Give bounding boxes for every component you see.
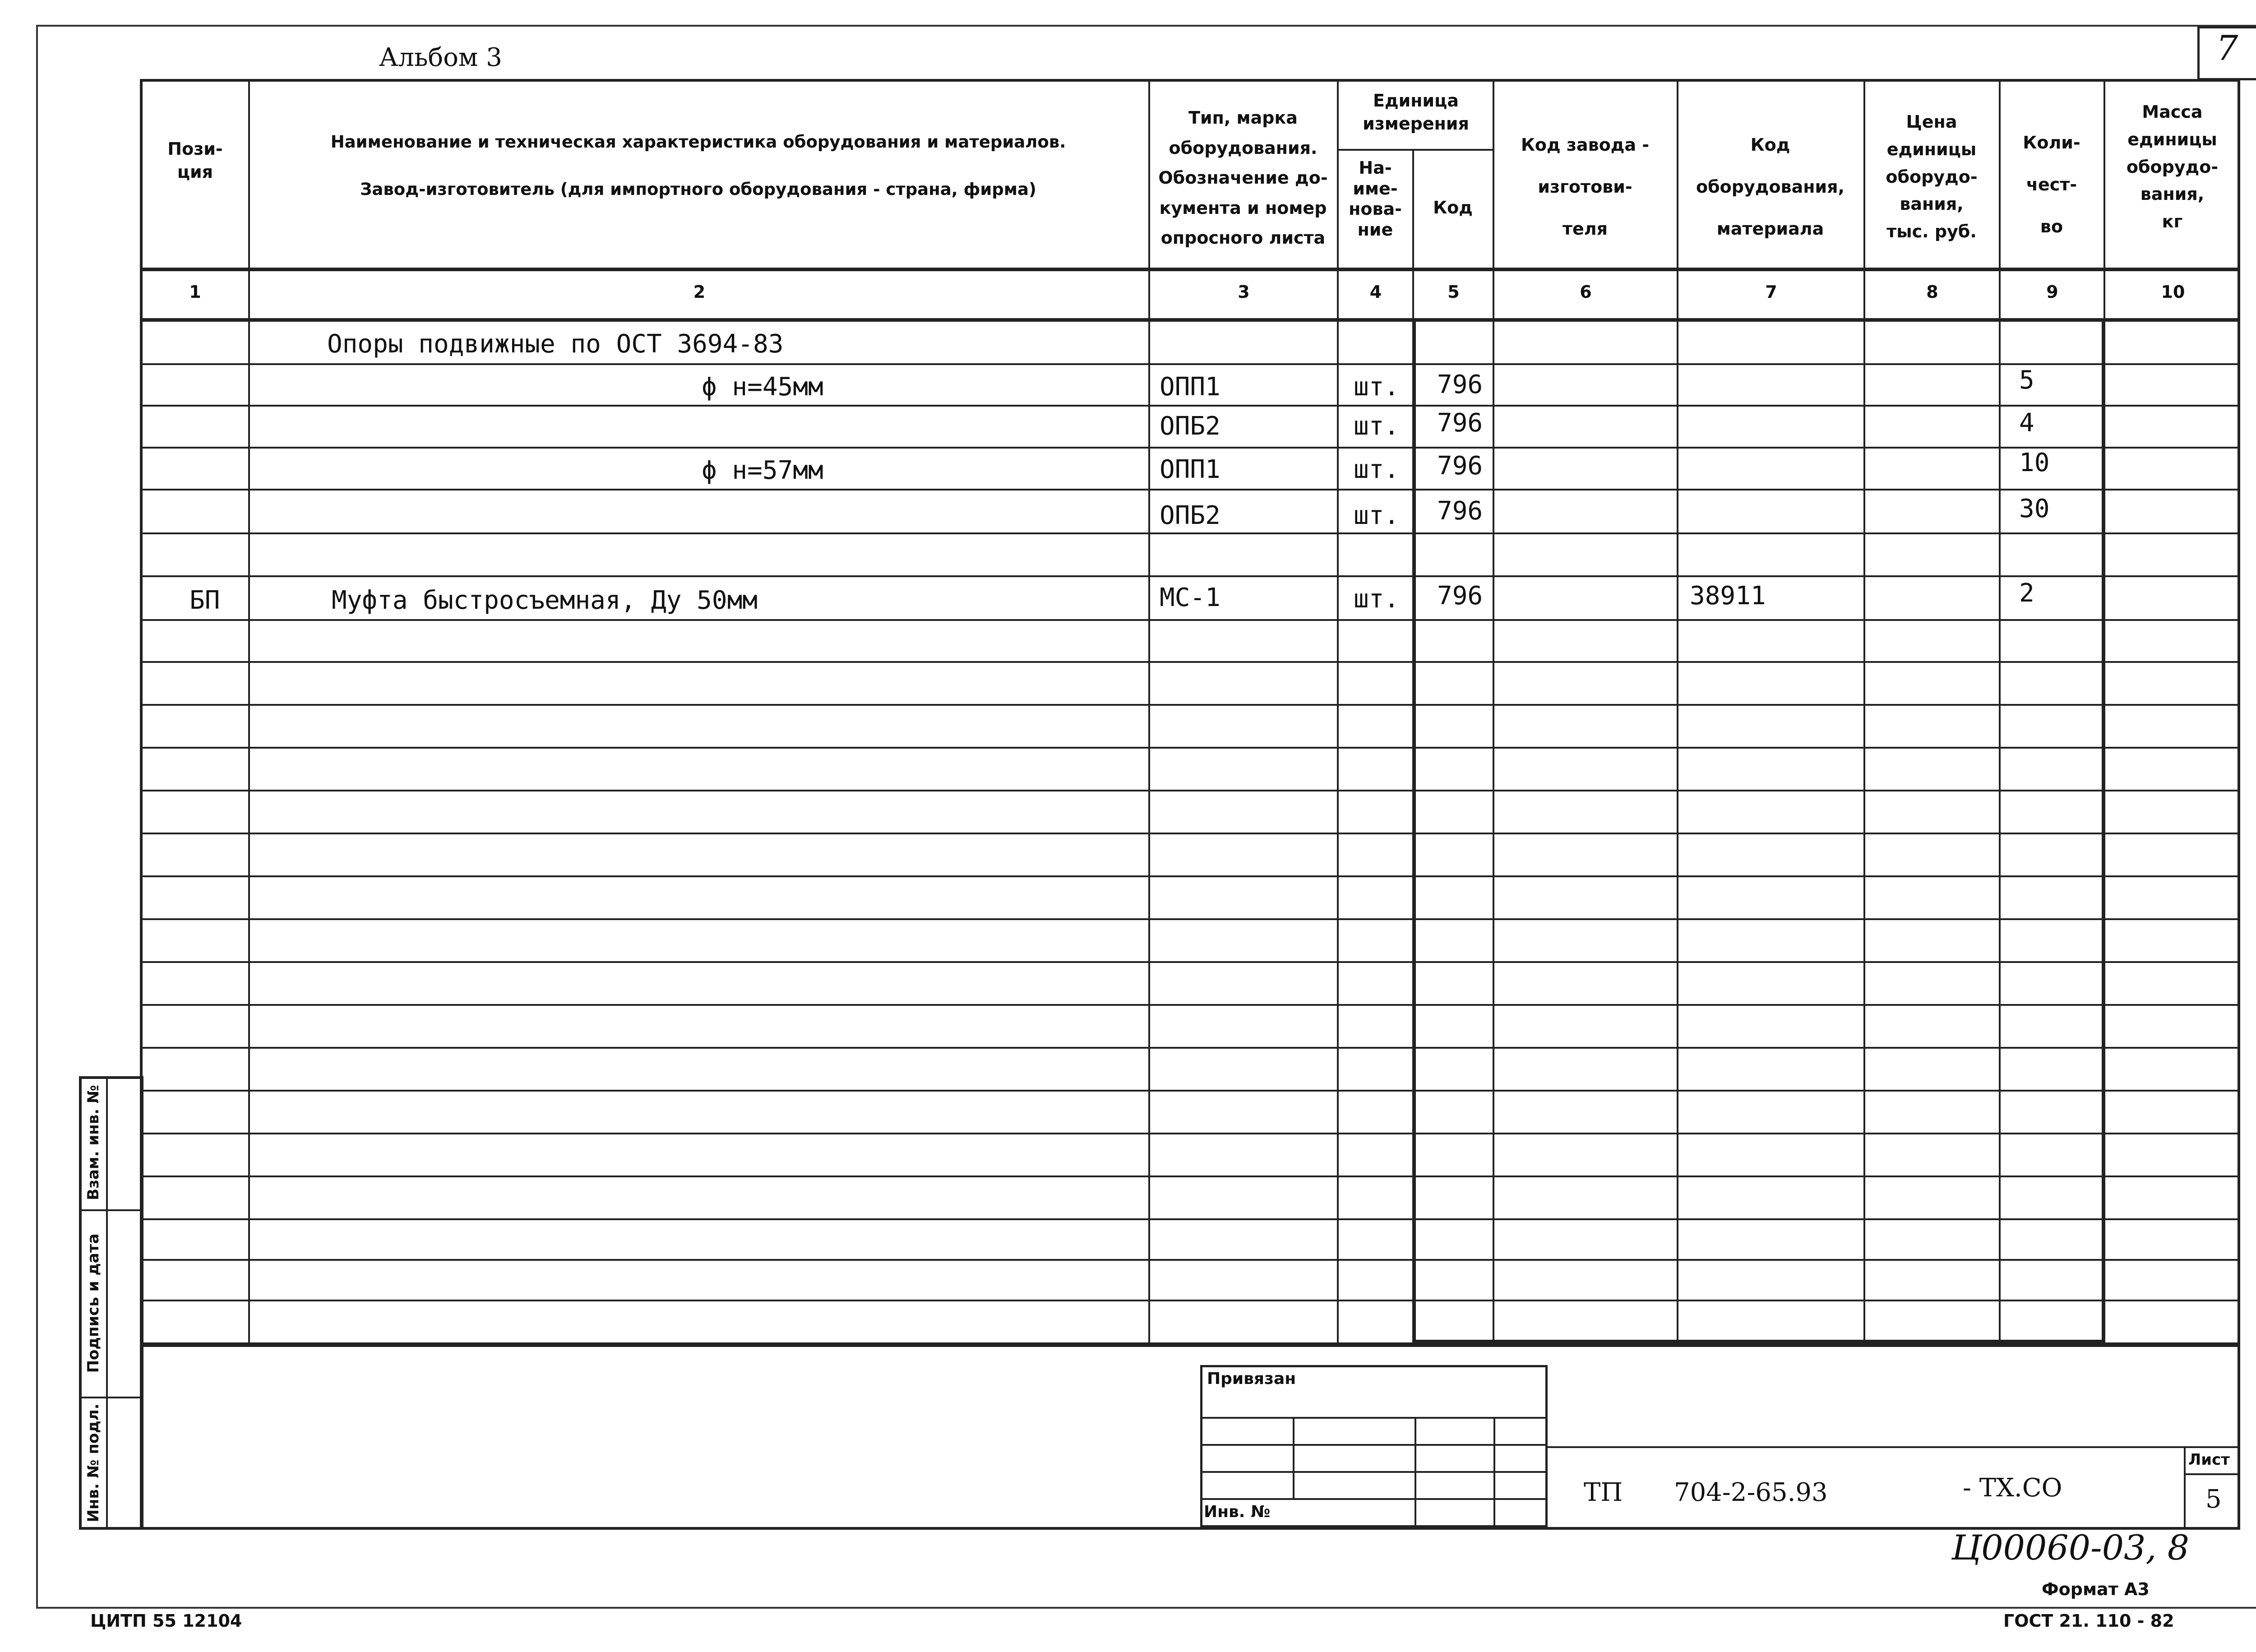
table-row-line [140,661,2240,663]
row5-qty: 30 [2019,494,2050,523]
table-row-line [140,875,2240,877]
header-unit-group: Единица измерения [1363,91,1469,134]
footer-right: ГОСТ 21. 110 - 82 [2003,1611,2174,1631]
table-row-line [140,833,2240,834]
row2-unit: шт. [1354,372,1400,402]
unit-group-line [1337,149,1493,151]
colnum-10: 10 [2161,282,2185,302]
stamp-region-frame [140,1342,2240,1530]
privyazan-vline-1 [1293,1417,1294,1498]
table-row-line [140,619,2240,621]
table-row-line [140,918,2240,920]
table-row-line [140,961,2240,963]
row3-code: 796 [1437,408,1483,438]
title-block-list-divider [2184,1446,2186,1527]
row2-qty: 5 [2019,366,2034,395]
row2-type: ОПП1 [1160,372,1220,402]
table-row-line [140,1175,2240,1177]
list-value: 5 [2205,1485,2222,1514]
privyazan-line-3 [1200,1471,1548,1473]
row2-name: ϕ н=45мм [702,372,823,402]
row7-type: МС-1 [1160,583,1220,612]
table-row-line [140,447,2240,449]
row7-qty: 2 [2019,578,2034,608]
format-label: Формат А3 [2042,1579,2150,1599]
row4-type: ОПП1 [1160,455,1220,484]
inv-no-label: Инв. № [1204,1503,1271,1521]
row5-code: 796 [1437,496,1483,526]
table-row-line [140,532,2240,534]
doc-suffix: - ТХ.СО [1963,1473,2062,1503]
row4-unit: шт. [1354,455,1400,484]
colnum-3: 3 [1238,282,1250,302]
doc-number: 704-2-65.93 [1674,1478,1828,1507]
table-row-line [140,363,2240,365]
footer-left: ЦИТП 55 12104 [90,1611,242,1631]
colnum-5: 5 [1447,282,1460,302]
privyazan-line-4 [1200,1498,1548,1500]
table-row-line [140,1259,2240,1261]
colnum-1: 1 [189,282,201,302]
page-corner-number: 7 [2216,28,2238,68]
row2-code: 796 [1437,370,1483,399]
table-row-line [140,1004,2240,1006]
row1-name: Опоры подвижные по ОСТ 3694-83 [327,329,784,359]
col-line-3 [1337,79,1339,1342]
header-col10: Масса единицы оборудо- вания, кг [2126,102,2219,232]
header-col2-line2: Завод-изготовитель (для импортного оборудования - страна, фирма) [360,180,1036,199]
privyazan-line-1 [1200,1417,1548,1419]
privyazan-vline-3 [1493,1417,1495,1527]
side-label-podpis: Подпись и дата [84,1233,102,1373]
privyazan-label: Привязан [1207,1370,1296,1388]
header-col5: Код [1433,198,1473,217]
doc-prefix: ТП [1584,1478,1623,1507]
colnum-9: 9 [2046,282,2058,302]
row7-pos: БП [190,586,220,615]
header-col8: Цена единицы оборудо- вания, тыс. руб. [1886,112,1978,242]
row3-type: ОПБ2 [1160,412,1220,441]
row4-code: 796 [1437,451,1483,481]
header-col3: Тип, марка оборудования. Обозначение до- кумента и номер опросного листа [1158,108,1328,248]
colnum-4: 4 [1369,282,1382,302]
col-line-1 [248,79,250,1342]
header-bottom-line [140,268,2240,271]
row7-unit: шт. [1354,584,1400,614]
table-row-line [140,1218,2240,1220]
row7-name: Муфта быстросъемная, Ду 50мм [332,586,758,615]
title-block-top [1548,1446,2240,1448]
row4-qty: 10 [2019,448,2050,477]
side-label-vzam: Взам. инв. № [84,1085,102,1200]
side-label-inv: Инв. № подл. [84,1403,102,1522]
table-row-line [140,704,2240,706]
colnum-8: 8 [1926,282,1938,302]
row5-type: ОПБ2 [1160,501,1220,530]
privyazan-line-2 [1200,1444,1548,1446]
table-row-line [140,405,2240,407]
table-row-line [140,747,2240,749]
table-row-line [140,575,2240,577]
list-label: Лист [2188,1451,2230,1469]
code-block-frame [1412,318,2105,1343]
row3-qty: 4 [2019,408,2034,438]
side-strip-divider [106,1076,108,1530]
header-col1: Пози- ция [167,139,223,182]
header-col7: Код оборудования, материала [1696,135,1845,239]
header-col6: Код завода - изготови- теля [1521,135,1650,239]
handwritten-code: Ц00060-03, 8 [1951,1527,2190,1568]
table-row-line [140,1133,2240,1134]
table-row-line [140,790,2240,791]
header-col9: Коли- чест- во [2023,133,2080,237]
title-block-list-line [2184,1473,2240,1475]
col-line-2 [1148,79,1150,1342]
colnum-7: 7 [1765,282,1777,302]
table-row-line [140,489,2240,491]
header-col4: На- име- нова- ние [1349,158,1402,240]
row4-name: ϕ н=57мм [702,456,823,485]
table-row-line [140,1300,2240,1301]
privyazan-vline-2 [1415,1417,1416,1527]
colnum-6: 6 [1580,282,1592,302]
album-title: Альбом 3 [379,43,502,72]
table-row-line [140,1090,2240,1092]
table-row-line [140,1047,2240,1049]
header-col2-line1: Наименование и техническая характеристика оборудования и материалов. [330,132,1066,152]
colnum-2: 2 [693,282,706,302]
row7-equip: 38911 [1690,581,1766,611]
row5-unit: шт. [1354,501,1400,530]
row7-code: 796 [1437,581,1483,611]
row3-unit: шт. [1354,412,1400,441]
